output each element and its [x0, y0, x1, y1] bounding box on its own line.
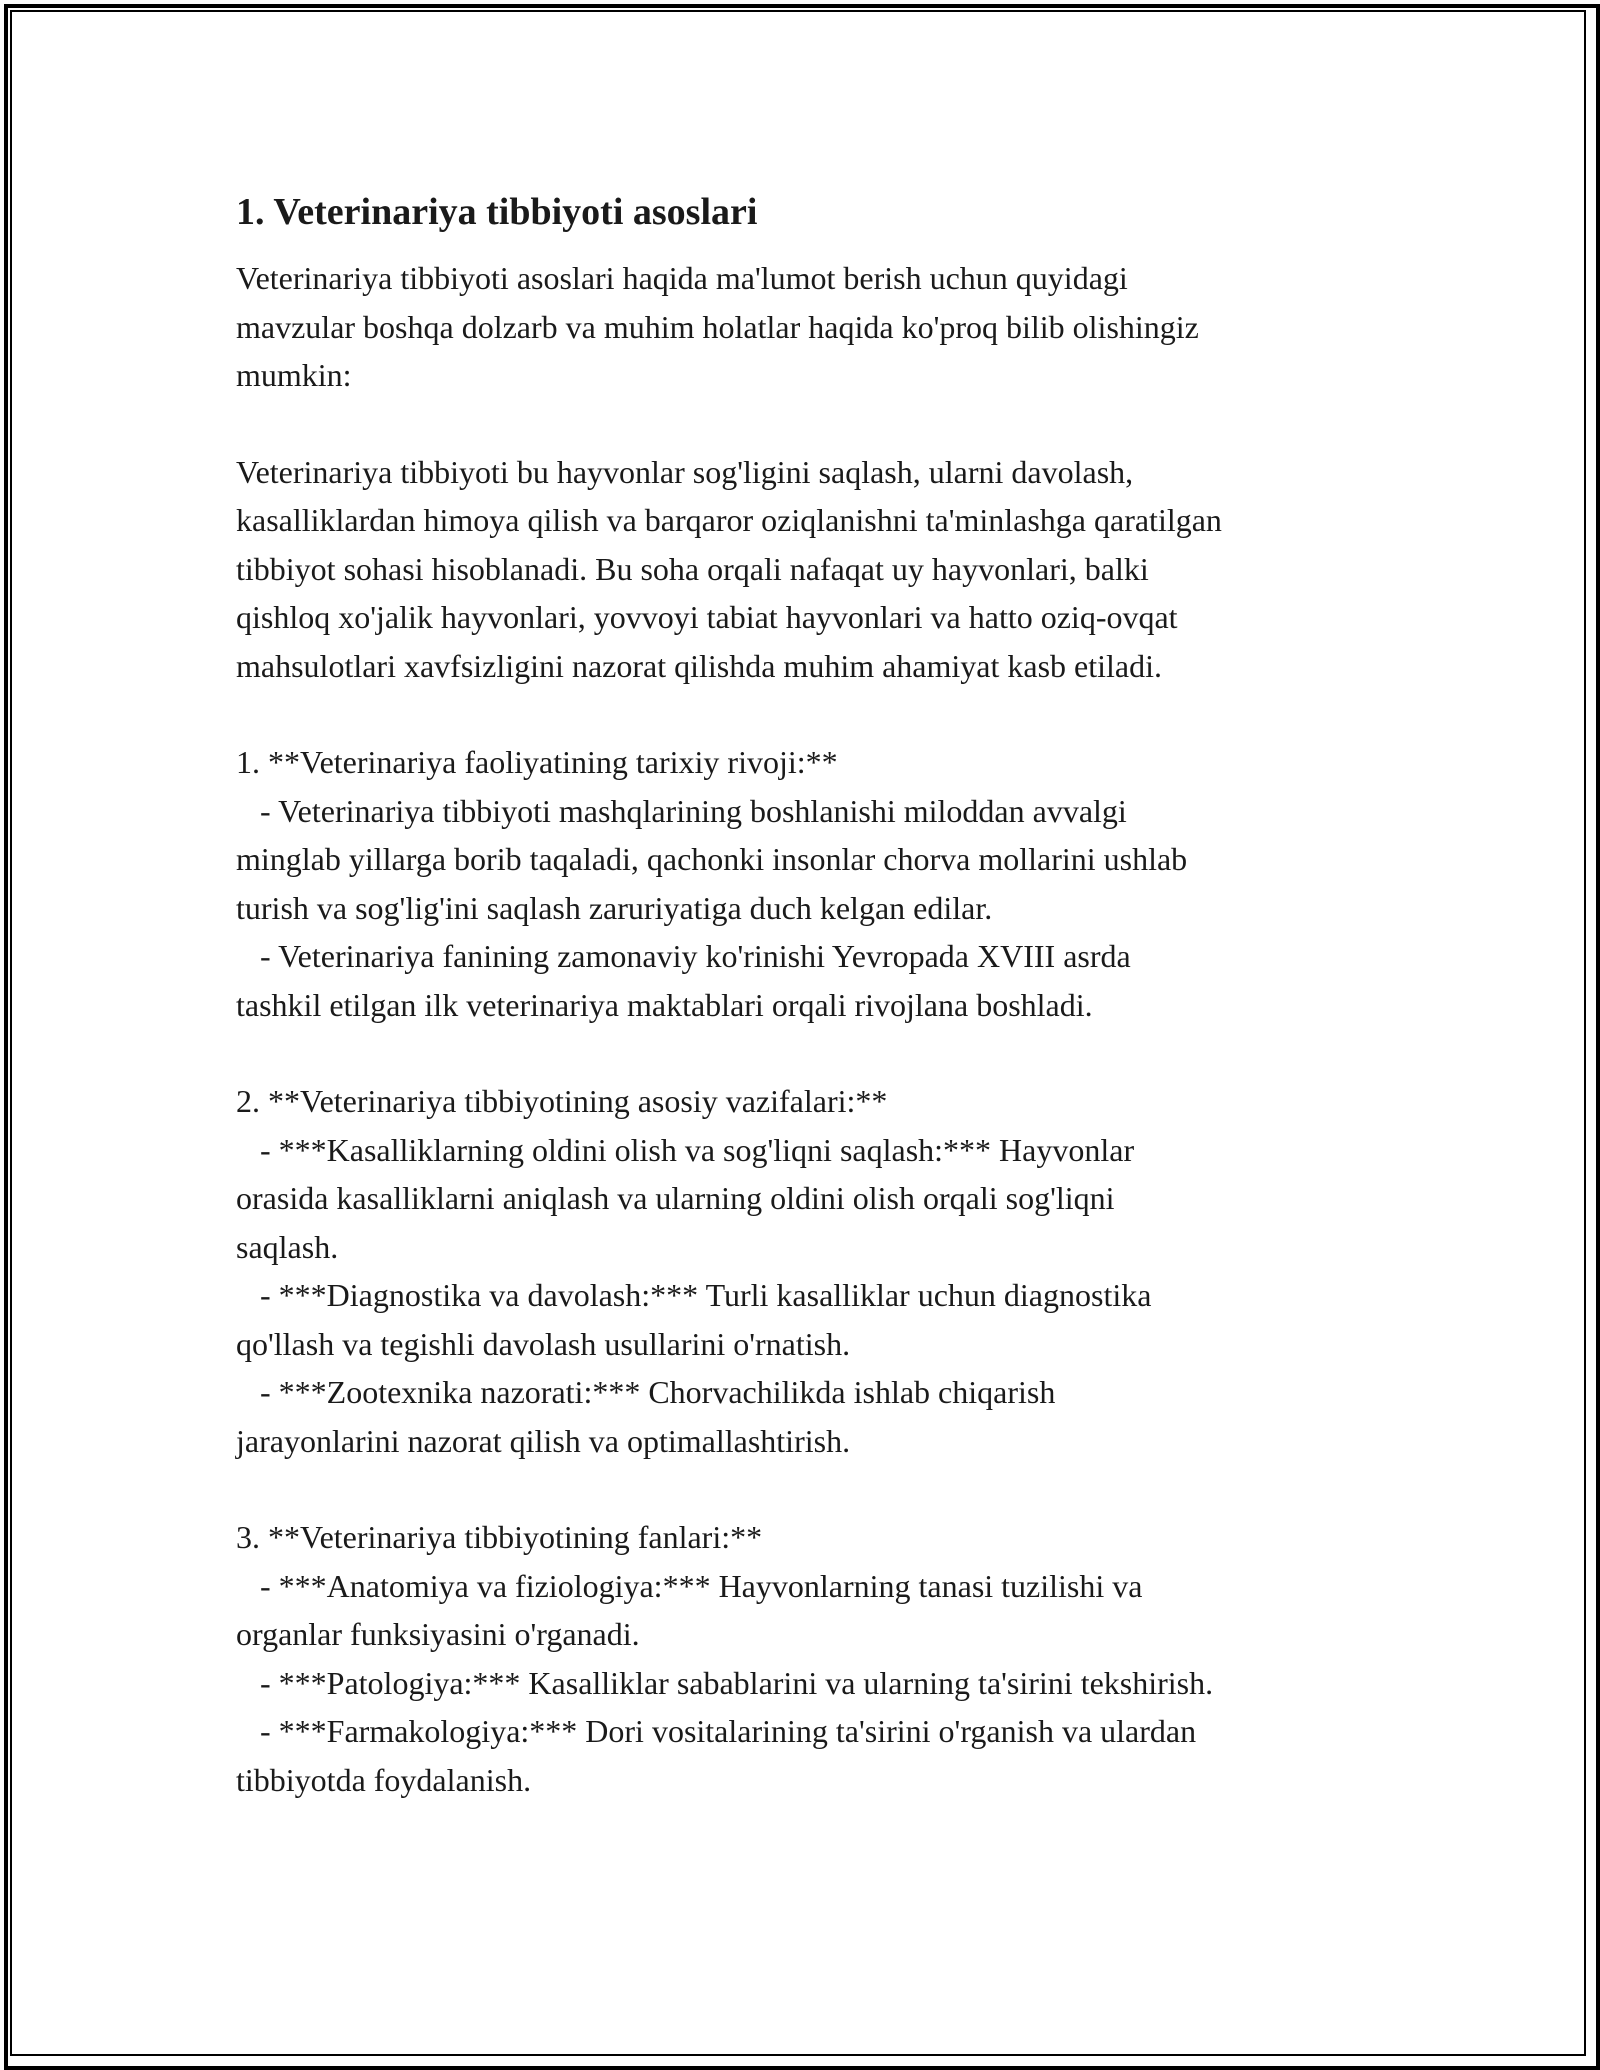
text-line: organlar funksiyasini o'rganadi.: [236, 1616, 640, 1652]
text-line: saqlash.: [236, 1228, 339, 1265]
text-line: mahsulotlari xavfsizligini nazorat qilishda muhim ahamiyat kasb etiladi.: [236, 647, 1162, 684]
text-line: minglab yillarga borib taqaladi, qachonki insonlar chorva mollarini ushlab: [236, 841, 1188, 877]
text-line: orasida kasalliklarni aniqlash va ularning oldini olish orqali sog'liqni: [236, 1180, 1115, 1216]
text-line: Veterinariya tibbiyoti bu hayvonlar sog'ligini saqlash, ularni davolash,: [236, 453, 1134, 490]
text-line: - ***Patologiya:*** Kasalliklar sabablarini va ularning ta'sirini tekshirish.: [236, 1664, 1214, 1701]
text-line: mavzular boshqa dolzarb va muhim holatlar haqida ko'proq bilib olishingiz: [236, 308, 1199, 345]
text-line: tashkil etilgan ilk veterinariya maktablari orqali rivojlana boshladi.: [236, 986, 1093, 1023]
text-line: - Veterinariya tibbiyoti mashqlarining boshlanishi miloddan avvalgi: [236, 792, 1127, 829]
text-line: Veterinariya tibbiyoti asoslari haqida ma'lumot berish uchun quyidagi: [236, 260, 1128, 296]
definition-paragraph: [236, 448, 1386, 691]
text-line: kasalliklardan himoya qilish va barqaror oziqlanishni ta'minlashga qaratilgan: [236, 502, 1222, 538]
text-line: - ***Zootexnika nazorati:*** Chorvachilikda ishlab chiqarish: [236, 1374, 1056, 1410]
text-line: turish va sog'lig'ini saqlash zaruriyatiga duch kelgan edilar.: [236, 889, 993, 926]
section-heading: 3. **Veterinariya tibbiyotining fanlari:**: [236, 1519, 763, 1555]
section-heading: 1. **Veterinariya faoliyatining tarixiy rivoji:**: [236, 744, 838, 780]
text-line: tibbiyot sohasi hisoblanadi. Bu soha orqali nafaqat uy hayvonlari, balki: [236, 550, 1149, 587]
text-line: - ***Kasalliklarning oldini olish va sog'liqni saqlash:*** Hayvonlar: [236, 1131, 1135, 1168]
text-line: qishloq xo'jalik hayvonlari, yovvoyi tabiat hayvonlari va hatto oziq-ovqat: [236, 599, 1178, 635]
text-line: - ***Diagnostika va davolash:*** Turli kasalliklar uchun diagnostika: [236, 1277, 1152, 1313]
section-history: [236, 738, 1386, 1029]
document-title: 1. Veterinariya tibbiyoti asoslari: [236, 191, 758, 233]
intro-paragraph: [236, 254, 1386, 400]
section-tasks: [236, 1077, 1386, 1465]
text-line: - Veterinariya fanining zamonaviy ko'rinishi Yevropada XVIII asrda: [236, 938, 1131, 974]
section-heading: 2. **Veterinariya tibbiyotining asosiy vazifalari:**: [236, 1083, 888, 1119]
text-line: - ***Anatomiya va fiziologiya:*** Hayvonlarning tanasi tuzilishi va: [236, 1567, 1143, 1604]
text-line: mumkin:: [236, 357, 352, 393]
text-line: jarayonlarini nazorat qilish va optimallashtirish.: [236, 1422, 851, 1459]
section-disciplines: [236, 1513, 1386, 1804]
text-line: qo'llash va tegishli davolash usullarini o'rnatish.: [236, 1325, 851, 1362]
text-line: - ***Farmakologiya:*** Dori vositalarining ta'sirini o'rganish va ulardan: [236, 1713, 1197, 1749]
document-body: [236, 186, 1386, 1852]
text-line: tibbiyotda foydalanish.: [236, 1761, 532, 1798]
